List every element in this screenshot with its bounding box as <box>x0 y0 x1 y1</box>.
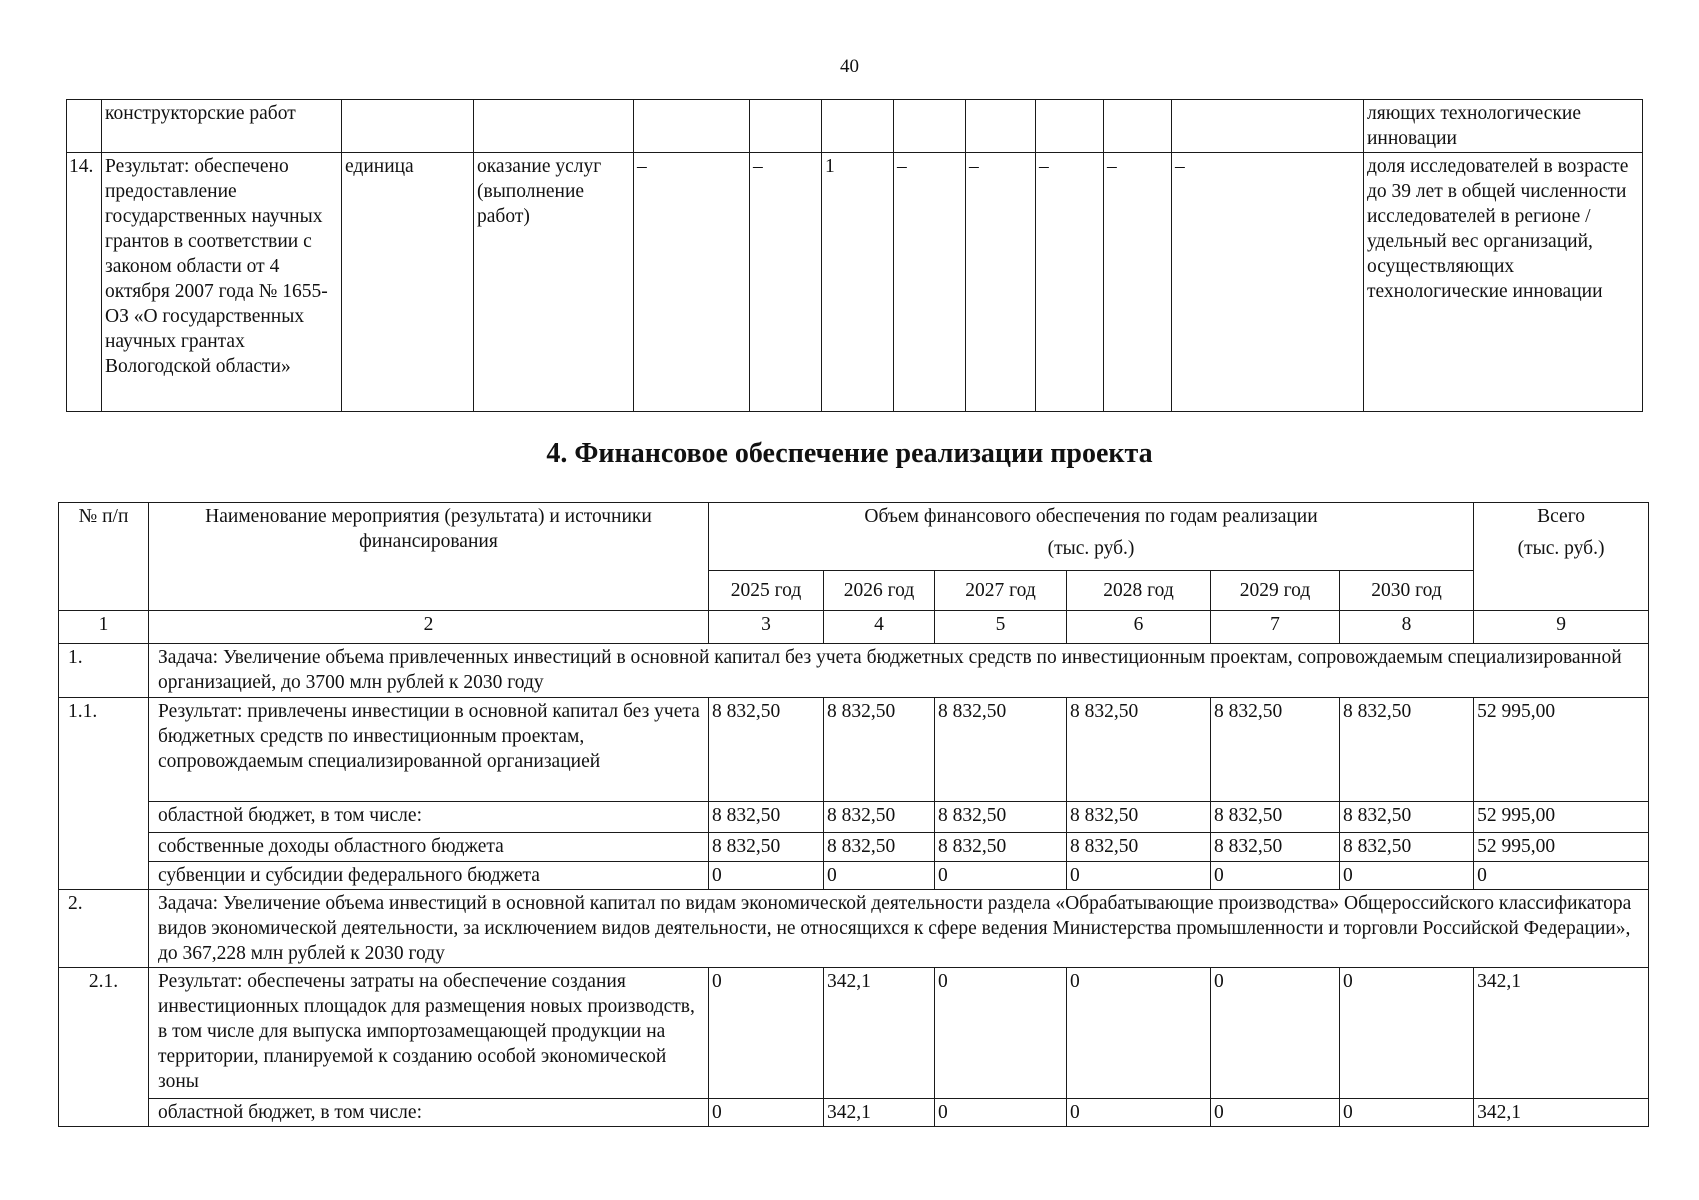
row-name: Результат: обеспечены затраты на обеспечение создания инвестиционных площадок для размещения новых производств, в том числе для выпуска импортозамещающей продукции на территории, планируемой к созданию особой экономической зоны <box>149 968 709 1099</box>
amount-cell: 0 <box>709 968 824 1099</box>
row-name: областной бюджет, в том числе: <box>149 802 709 833</box>
task-text: Задача: Увеличение объема инвестиций в основной капитал по видам экономической деятельности раздела «Обрабатывающие производства» Общероссийского классификатора видов экономической деятельности, за исключением видов деятельности, не относящихся к сфере ведения Министерства промышленности и торговли Российской Федерации», до 367,228 млн рублей к 2030 году <box>149 890 1649 968</box>
amount-cell: 8 832,50 <box>824 833 935 862</box>
amount-cell: 0 <box>935 1099 1067 1127</box>
cell-value: – <box>1036 153 1104 412</box>
task-number: 2. <box>59 890 149 968</box>
year-header: 2026 год <box>824 571 935 611</box>
section-title: 4. Финансовое обеспечение реализации проекта <box>546 438 1153 469</box>
amount-cell: 0 <box>1067 1099 1211 1127</box>
amount-cell: 0 <box>709 862 824 890</box>
year-header: 2030 год <box>1340 571 1474 611</box>
task-row <box>59 890 1649 968</box>
row-name: субвенции и субсидии федерального бюджета <box>149 862 709 890</box>
table-row <box>59 1099 1649 1127</box>
amount-cell: 0 <box>709 1099 824 1127</box>
table-row <box>59 698 1649 802</box>
header-name: Наименование мероприятия (результата) и источники финансирования <box>149 503 709 611</box>
amount-cell: 8 832,50 <box>824 698 935 802</box>
amount-cell: 8 832,50 <box>1211 802 1340 833</box>
total-cell: 52 995,00 <box>1474 698 1649 802</box>
cell-value: – <box>894 153 966 412</box>
amount-cell: 342,1 <box>824 968 935 1099</box>
amount-cell: 0 <box>824 862 935 890</box>
year-header: 2028 год <box>1067 571 1211 611</box>
row-name: собственные доходы областного бюджета <box>149 833 709 862</box>
task-number: 1. <box>59 644 149 698</box>
page-number: 40 <box>840 56 859 77</box>
amount-cell: 0 <box>1067 968 1211 1099</box>
table-row <box>67 100 1643 153</box>
header-total-label: Всего <box>1537 506 1585 527</box>
table-row <box>59 862 1649 890</box>
table-row <box>59 833 1649 862</box>
result-name: Результат: обеспечено предоставление государственных научных грантов в соответствии с законом области от 4 октября 2007 года № 1655-ОЗ «О государственных научных грантах Вологодской области» <box>102 153 342 412</box>
amount-cell: 8 832,50 <box>824 802 935 833</box>
result-type: оказание услуг (выполнение работ) <box>474 153 634 412</box>
column-number: 5 <box>935 611 1067 644</box>
header-num: № п/п <box>59 503 149 611</box>
row-number: 14. <box>67 153 102 412</box>
amount-cell: 8 832,50 <box>935 833 1067 862</box>
column-number: 8 <box>1340 611 1474 644</box>
amount-cell: 8 832,50 <box>1067 698 1211 802</box>
column-number: 3 <box>709 611 824 644</box>
row-number: 2.1. <box>59 968 149 1127</box>
total-cell: 342,1 <box>1474 968 1649 1099</box>
amount-cell: 8 832,50 <box>709 698 824 802</box>
task-text: Задача: Увеличение объема привлеченных инвестиций в основной капитал без учета бюджетных средств по инвестиционным проектам, сопровождаемым специализированной организацией, до 3700 млн рублей к 2030 году <box>149 644 1649 698</box>
header-volume-unit: (тыс. руб.) <box>1047 538 1135 559</box>
amount-cell: 8 832,50 <box>709 802 824 833</box>
column-number: 7 <box>1211 611 1340 644</box>
amount-cell: 8 832,50 <box>1340 833 1474 862</box>
amount-cell: 0 <box>935 968 1067 1099</box>
amount-cell: 8 832,50 <box>1067 833 1211 862</box>
total-cell: 52 995,00 <box>1474 833 1649 862</box>
amount-cell: 8 832,50 <box>1211 833 1340 862</box>
cell-value: – <box>634 153 750 412</box>
header-volume-label: Объем финансового обеспечения по годам реализации <box>864 506 1318 527</box>
cell-value: – <box>1172 153 1364 412</box>
indicator: ляющих технологические инновации <box>1364 100 1643 153</box>
results-table <box>66 99 1643 412</box>
unit: единица <box>342 153 474 412</box>
column-numbers-row <box>59 611 1649 644</box>
row-name: областной бюджет, в том числе: <box>149 1099 709 1127</box>
year-header: 2025 год <box>709 571 824 611</box>
amount-cell: 8 832,50 <box>1067 802 1211 833</box>
amount-cell: 8 832,50 <box>1340 802 1474 833</box>
amount-cell: 8 832,50 <box>709 833 824 862</box>
cell-value: – <box>1104 153 1172 412</box>
year-header: 2029 год <box>1211 571 1340 611</box>
cell-value: – <box>750 153 822 412</box>
amount-cell: 8 832,50 <box>1340 698 1474 802</box>
amount-cell: 0 <box>1340 968 1474 1099</box>
amount-cell: 0 <box>935 862 1067 890</box>
amount-cell: 8 832,50 <box>935 698 1067 802</box>
year-header: 2027 год <box>935 571 1067 611</box>
column-number: 4 <box>824 611 935 644</box>
amount-cell: 8 832,50 <box>935 802 1067 833</box>
header-volume <box>709 503 1474 571</box>
task-row <box>59 644 1649 698</box>
amount-cell: 0 <box>1340 862 1474 890</box>
result-name: конструкторские работ <box>102 100 342 153</box>
row-number: 1.1. <box>59 698 149 890</box>
header-total <box>1474 503 1649 611</box>
cell-value: 1 <box>822 153 894 412</box>
amount-cell: 0 <box>1340 1099 1474 1127</box>
amount-cell: 0 <box>1211 968 1340 1099</box>
table-row <box>67 153 1643 412</box>
table-row <box>59 802 1649 833</box>
amount-cell: 0 <box>1211 1099 1340 1127</box>
header-total-unit: (тыс. руб.) <box>1517 538 1605 559</box>
column-number: 2 <box>149 611 709 644</box>
total-cell: 0 <box>1474 862 1649 890</box>
amount-cell: 0 <box>1211 862 1340 890</box>
column-number: 6 <box>1067 611 1211 644</box>
row-name: Результат: привлечены инвестиции в основной капитал без учета бюджетных средств по инвестиционным проектам, сопровождаемым специализированной организацией <box>149 698 709 802</box>
column-number: 1 <box>59 611 149 644</box>
amount-cell: 342,1 <box>824 1099 935 1127</box>
cell-value: – <box>966 153 1036 412</box>
financing-table <box>58 502 1649 1127</box>
table-row <box>59 968 1649 1099</box>
indicator: доля исследователей в возрасте до 39 лет в общей численности исследователей в регионе / удельный вес организаций, осуществляющих технологические инновации <box>1364 153 1643 412</box>
total-cell: 52 995,00 <box>1474 802 1649 833</box>
header-row <box>59 503 1649 571</box>
amount-cell: 8 832,50 <box>1211 698 1340 802</box>
column-number: 9 <box>1474 611 1649 644</box>
total-cell: 342,1 <box>1474 1099 1649 1127</box>
amount-cell: 0 <box>1067 862 1211 890</box>
